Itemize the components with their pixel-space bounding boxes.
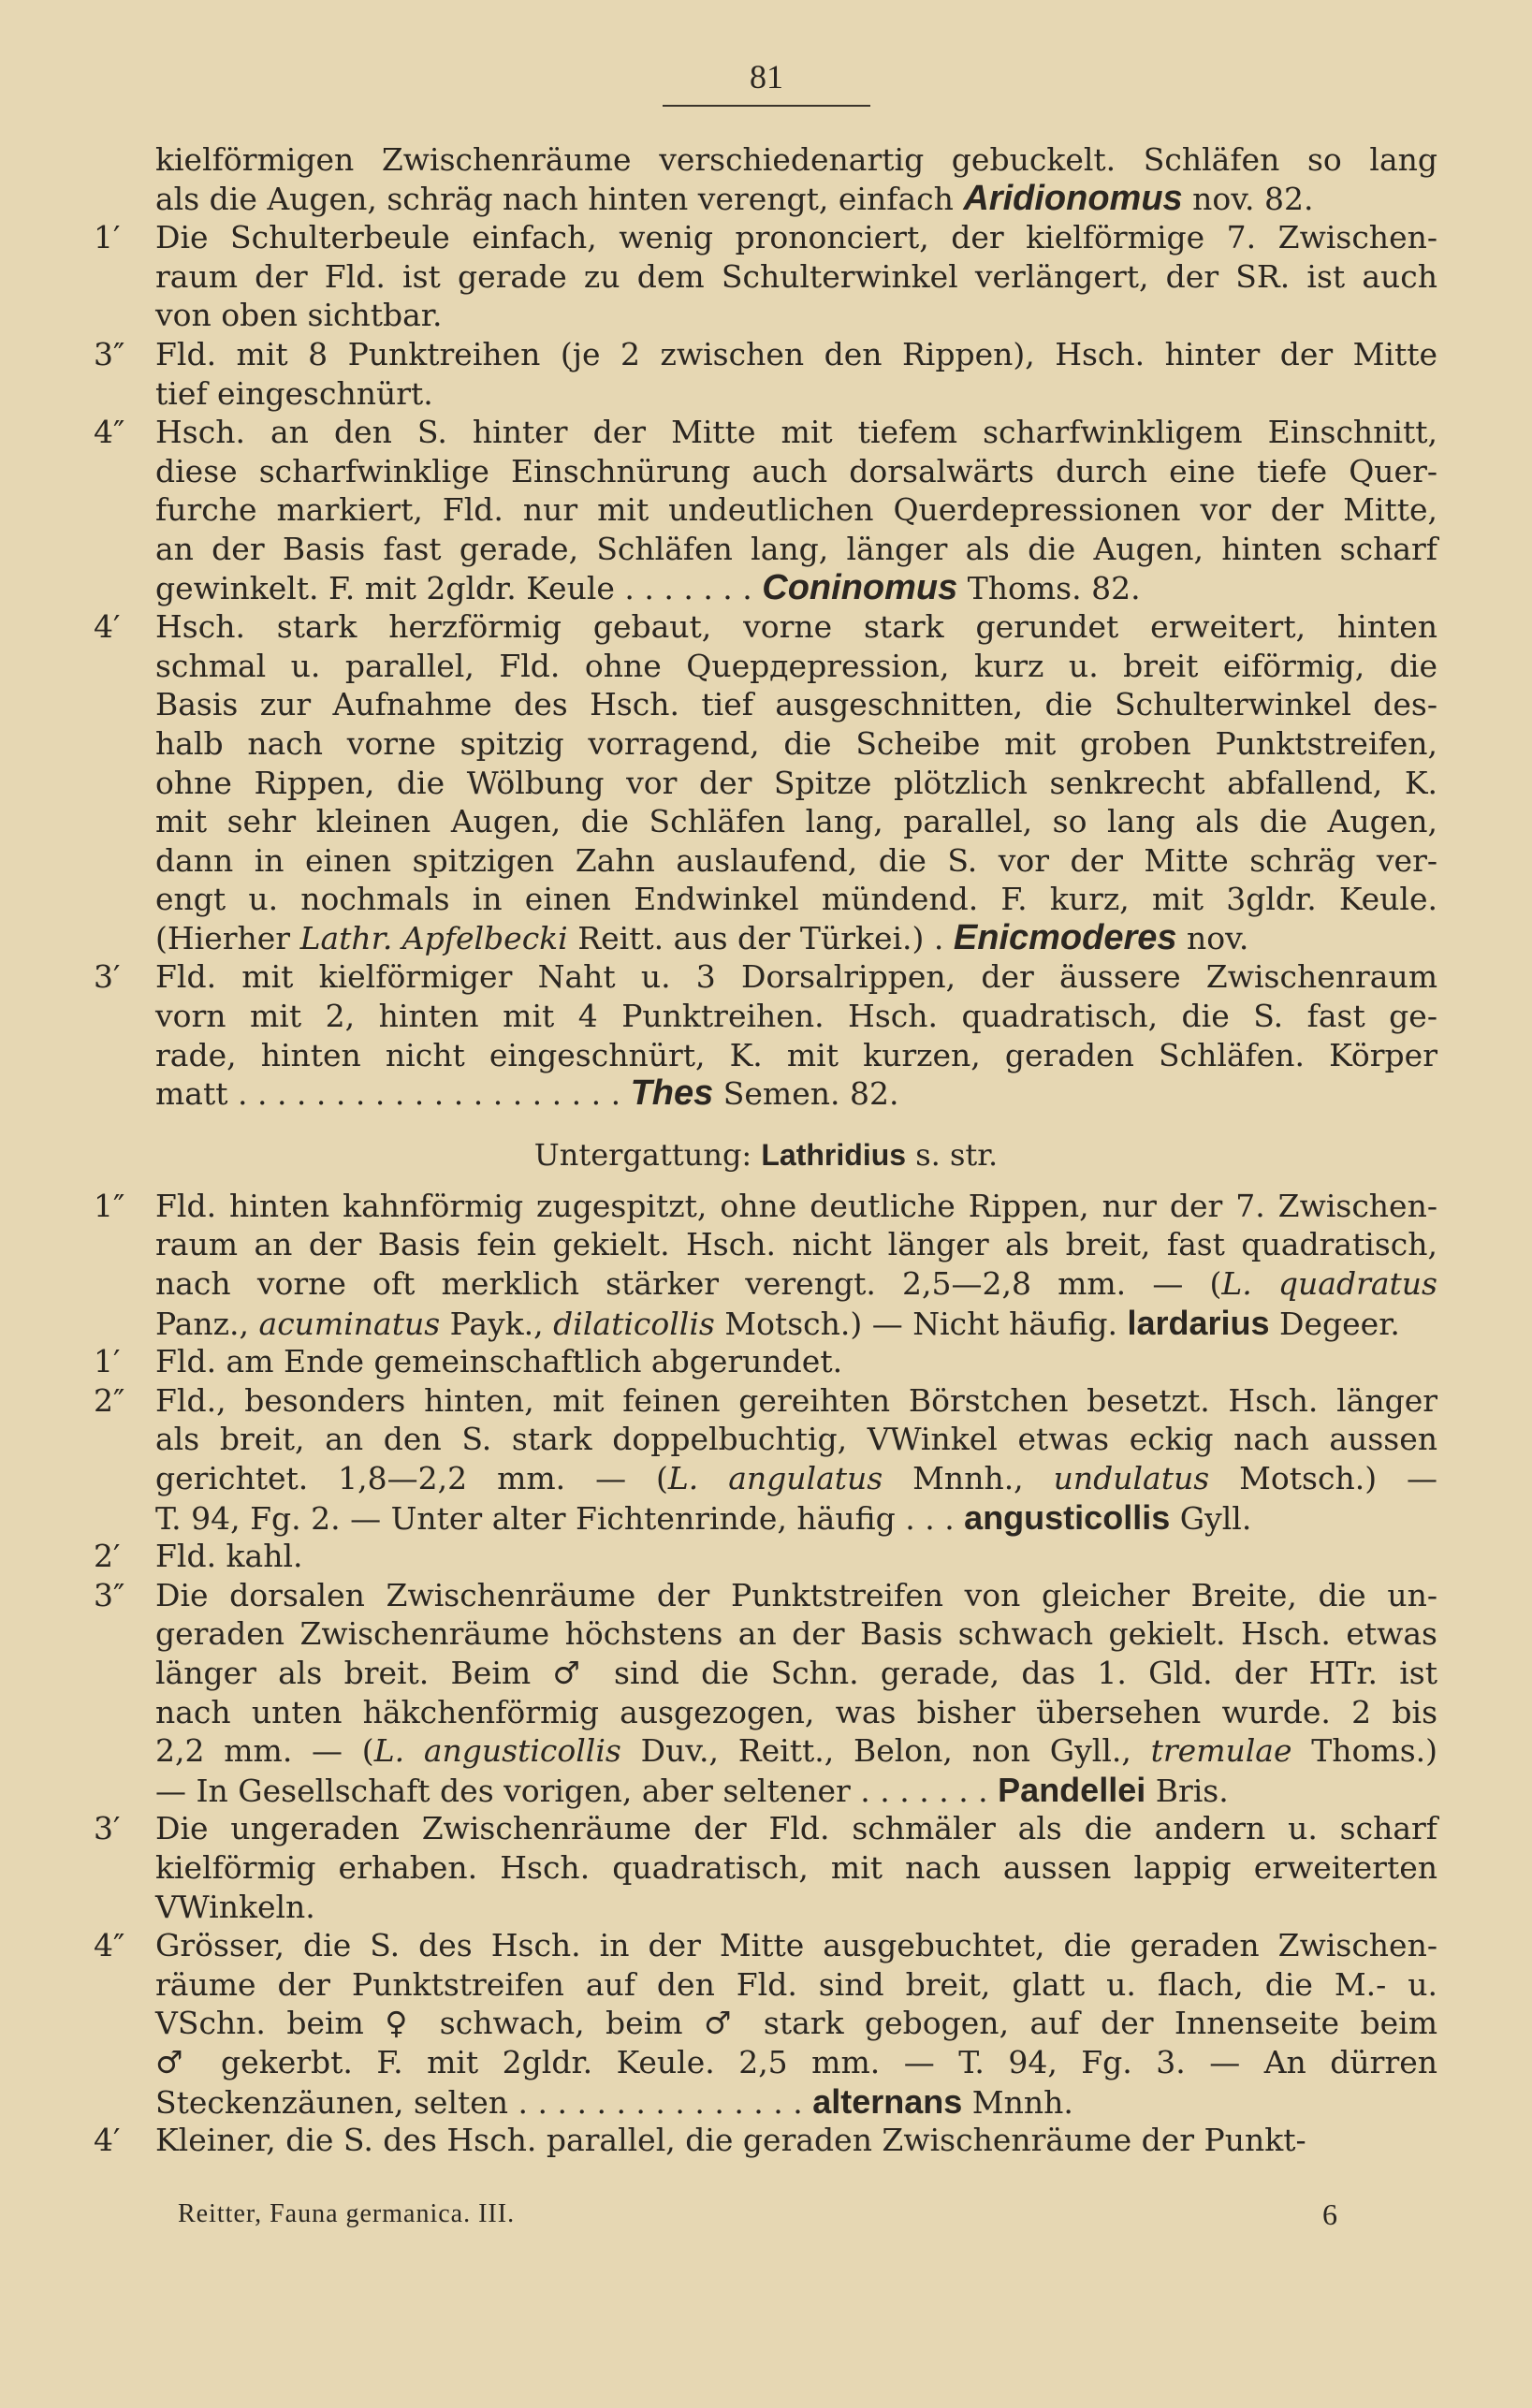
text-segment: VSchn. beim ♀ schwach, beim ♂ stark gebogen, auf der Innenseite beim: [155, 2005, 1437, 2042]
couplet-number: 1′: [94, 219, 121, 256]
text-segment: Fld. mit kielförmiger Naht u. 3 Dorsalrippen, der äussere Zwischenraum: [155, 958, 1437, 996]
couplet-number: 3′: [94, 1810, 121, 1847]
text-line: [155, 413, 1437, 452]
subgenus-prefix: Untergattung:: [533, 1136, 762, 1173]
text-segment: — In Gesellschaft des vorigen, aber seltener . . . . . . .: [155, 1772, 999, 1809]
text-line: [155, 1848, 1437, 1888]
text-segment: Die ungeraden Zwischenräume der Fld. schmäler als die andern u. scharf: [155, 1810, 1437, 1847]
text-line: [155, 1074, 1437, 1114]
text-line: [155, 1614, 1437, 1654]
text-segment: matt . . . . . . . . . . . . . . . . . . . .: [155, 1075, 631, 1113]
text-line: [155, 1225, 1437, 1264]
species-name: alternans: [812, 2081, 963, 2121]
text-segment: diese scharfwinklige Einschnürung auch dorsalwärts durch eine tiefe Quer-: [155, 452, 1437, 489]
text-segment: raum der Fld. ist gerade zu dem Schulterwinkel verlängert, der SR. ist auch: [155, 257, 1437, 295]
key-entry: [0, 2121, 1437, 2160]
text-line: [155, 1459, 1437, 1498]
text-segment: mit sehr kleinen Augen, die Schläfen lang, parallel, so lang als die Augen,: [155, 803, 1437, 840]
italic-text: undulatus: [1053, 1460, 1210, 1496]
subgenus-name: Lathridius: [761, 1137, 907, 1172]
species-name: angusticollis: [964, 1497, 1171, 1537]
text-segment: Degeer.: [1269, 1305, 1400, 1342]
text-segment: Hsch. an den S. hinter der Mitte mit tiefem scharfwinkligem Einschnitt,: [155, 414, 1437, 451]
text-segment: Fld. am Ende gemeinschaftlich abgerundet.: [155, 1343, 843, 1380]
text-segment: vorn mit 2, hinten mit 4 Punktreihen. Hsch. quadratisch, die S. fast ge-: [155, 998, 1437, 1035]
text-segment: geraden Zwischenräume höchstens an der Basis schwach gekielt. Hsch. etwas: [155, 1615, 1437, 1653]
key-entry: [0, 335, 1437, 413]
key-entry: [0, 1537, 1437, 1576]
text-segment: kielförmig erhaben. Hsch. quadratisch, mit nach aussen lappig erweiterten: [155, 1848, 1437, 1886]
text-segment: 2,2 mm. — (: [155, 1732, 374, 1770]
text-line: [155, 257, 1437, 297]
page-number-rule: [663, 105, 870, 107]
key-entry: [0, 218, 1437, 335]
text-segment: dann in einen spitzigen Zahn auslaufend, die S. vor der Mitte schräg ver-: [155, 841, 1437, 879]
text-line: [155, 1888, 1437, 1927]
key-entry: [0, 957, 1437, 1113]
text-line: [155, 1809, 1437, 1848]
text-segment: Thoms. 82.: [957, 569, 1141, 606]
text-line: [155, 1036, 1437, 1075]
text-line: [155, 764, 1437, 803]
text-segment: Fld., besonders hinten, mit feinen gereihten Börstchen besetzt. Hsch. länger: [155, 1381, 1437, 1419]
text-line: [155, 841, 1437, 881]
text-segment: Panz.,: [155, 1305, 259, 1342]
text-line: [155, 452, 1437, 491]
text-line: [155, 490, 1437, 530]
text-segment: Mnnh.,: [883, 1460, 1054, 1496]
text-segment: länger als breit. Beim ♂ sind die Schn. gerade, das 1. Gld. der HTr. ist: [155, 1654, 1437, 1691]
text-line: [155, 1304, 1437, 1343]
text-segment: gerichtet. 1,8—2,2 mm. — (: [155, 1460, 668, 1496]
text-segment: von oben sichtbar.: [155, 297, 443, 334]
text-line: [155, 607, 1437, 647]
italic-text: tremulae: [1150, 1732, 1292, 1770]
text-segment: schmal u. parallel, Fld. ohne Quердepression, kurz u. breit eiförmig, die: [155, 647, 1437, 684]
text-segment: (Hierher: [155, 919, 300, 956]
couplet-number: 3″: [94, 1576, 125, 1613]
text-line: [155, 1731, 1437, 1771]
text-line: [155, 1187, 1437, 1226]
text-line: [155, 1381, 1437, 1421]
text-segment: ohne Rippen, die Wölbung vor der Spitze plötzlich senkrecht abfallend, K.: [155, 764, 1437, 801]
text-segment: nach unten häkchenförmig ausgezogen, was bisher übersehen wurde. 2 bis: [155, 1693, 1437, 1730]
text-line: [155, 530, 1437, 569]
text-segment: furche markiert, Fld. nur mit undeutlichen Querdepressionen vor der Mitte,: [155, 491, 1437, 529]
text-segment: ♂ gekerbt. F. mit 2gldr. Keule. 2,5 mm. — T. 94, Fg. 3. — An dürren: [155, 2043, 1437, 2080]
couplet-number: 1″: [94, 1187, 125, 1224]
text-line: [155, 180, 1437, 219]
italic-text: dilaticollis: [553, 1305, 715, 1342]
subgenus-suffix: s. str.: [906, 1136, 999, 1173]
couplet-number: 4′: [94, 608, 121, 646]
text-segment: Motsch.) — Nicht häufig.: [714, 1305, 1128, 1342]
text-line: [155, 1576, 1437, 1615]
text-line: [155, 1498, 1437, 1538]
footer-source: Reitter, Fauna germanica. III.: [178, 2199, 516, 2228]
key-entry: [0, 1342, 1437, 1381]
key-entry: [0, 607, 1437, 957]
text-line: [155, 1771, 1437, 1810]
text-segment: Fld. mit 8 Punktreihen (je 2 zwischen den Rippen), Hsch. hinter der Mitte: [155, 335, 1437, 372]
text-segment: rade, hinten nicht eingeschnürt, K. mit kurzen, geraden Schläfen. Körper: [155, 1036, 1437, 1073]
text-segment: nov. 82.: [1182, 180, 1314, 217]
species-name: Pandellei: [998, 1770, 1146, 1809]
text-segment: halb nach vorne spitzig vorragend, die Scheibe mit groben Punktstreifen,: [155, 724, 1437, 762]
text-line: [155, 724, 1437, 764]
text-segment: Grösser, die S. des Hsch. in der Mitte ausgebuchtet, die geraden Zwischen-: [155, 1927, 1437, 1964]
italic-text: L. angusticollis: [373, 1732, 621, 1770]
text-segment: Duv., Reitt., Belon, non Gyll.,: [620, 1732, 1151, 1770]
text-line: [155, 997, 1437, 1036]
text-line: [155, 880, 1437, 919]
text-line: [155, 957, 1437, 997]
key-entry: [0, 1381, 1437, 1537]
text-segment: räume der Punktstreifen auf den Fld. sind breit, glatt u. flach, die M.- u.: [155, 1965, 1437, 2003]
genus-name: Aridionomus: [963, 178, 1183, 218]
text-segment: engt u. nochmals in einen Endwinkel mündend. F. kurz, mit 3gldr. Keule.: [155, 881, 1437, 918]
text-segment: Fld. kahl.: [155, 1538, 303, 1575]
page-footer: [178, 2196, 1338, 2233]
text-segment: Die Schulterbeule einfach, wenig prononciert, der kielförmige 7. Zwischen-: [155, 219, 1437, 256]
text-segment: gewinkelt. F. mit 2gldr. Keule . . . . . . .: [155, 569, 763, 606]
text-segment: T. 94, Fg. 2. — Unter alter Fichtenrinde, häufig . . .: [155, 1499, 965, 1537]
couplet-number: 2″: [94, 1381, 125, 1419]
key-entry: [0, 1187, 1437, 1342]
subgenus-heading: [0, 1134, 1532, 1175]
footer-signature: 6: [1322, 2197, 1338, 2231]
text-segment: Basis zur Aufnahme des Hsch. tief ausgeschnitten, die Schulterwinkel des-: [155, 686, 1437, 723]
text-segment: Steckenzäunen, selten . . . . . . . . . . . . . . .: [155, 2083, 813, 2121]
text-line: [155, 1537, 1437, 1576]
text-segment: Mnnh.: [962, 2083, 1073, 2121]
text-segment: Die dorsalen Zwischenräume der Punktstreifen von gleicher Breite, die un-: [155, 1576, 1437, 1613]
key-block-genera: [0, 140, 1532, 1114]
key-entry: [0, 1926, 1437, 2121]
text-segment: Fld. hinten kahnförmig zugespitzt, ohne deutliche Rippen, nur der 7. Zwischen-: [155, 1187, 1437, 1224]
text-segment: an der Basis fast gerade, Schläfen lang, länger als die Augen, hinten scharf: [155, 530, 1437, 567]
text-line: [155, 2121, 1437, 2160]
key-entry: [0, 140, 1437, 218]
text-segment: Bris.: [1145, 1772, 1229, 1809]
italic-text: L. angulatus: [667, 1460, 883, 1496]
genus-name: Coninomus: [762, 567, 958, 607]
text-segment: Reitt. aus der Türkei.) .: [567, 919, 954, 956]
text-segment: Gyll.: [1170, 1499, 1252, 1537]
text-line: [155, 218, 1437, 257]
text-line: [155, 2004, 1437, 2043]
text-line: [155, 2082, 1437, 2122]
text-segment: Payk.,: [440, 1305, 554, 1342]
text-line: [155, 1342, 1437, 1381]
key-entry: [0, 1809, 1437, 1926]
text-segment: als breit, an den S. stark doppelbuchtig, VWinkel etwas eckig nach aussen: [155, 1421, 1437, 1458]
text-line: [155, 296, 1437, 335]
text-line: [155, 1420, 1437, 1459]
text-segment: raum an der Basis fein gekielt. Hsch. nicht länger als breit, fast quadratisch,: [155, 1226, 1437, 1263]
italic-text: acuminatus: [258, 1305, 441, 1342]
genus-name: Enicmoderes: [953, 917, 1177, 957]
text-line: [155, 1693, 1437, 1732]
couplet-number: 4″: [94, 1927, 125, 1964]
key-entry: [0, 413, 1437, 607]
couplet-number: 4″: [94, 414, 125, 451]
text-line: [155, 1965, 1437, 2005]
text-segment: Semen. 82.: [713, 1075, 899, 1113]
couplet-number: 3″: [94, 335, 125, 372]
text-line: [155, 2043, 1437, 2082]
text-line: [155, 569, 1437, 608]
text-line: [155, 140, 1437, 180]
text-line: [155, 335, 1437, 374]
text-line: [155, 919, 1437, 958]
text-segment: nov.: [1176, 919, 1249, 956]
text-segment: kielförmigen Zwischenräume verschiedenartig gebuckelt. Schläfen so lang: [155, 141, 1437, 178]
text-segment: Hsch. stark herzförmig gebaut, vorne stark gerundet erweitert, hinten: [155, 608, 1437, 646]
couplet-number: 3′: [94, 958, 121, 996]
text-line: [155, 685, 1437, 724]
text-segment: als die Augen, schräg nach hinten verengt, einfach: [155, 180, 964, 217]
text-segment: Motsch.) —: [1209, 1460, 1437, 1496]
text-segment: VWinkeln.: [155, 1888, 315, 1925]
couplet-number: 2′: [94, 1538, 121, 1575]
text-segment: Thoms.): [1291, 1732, 1437, 1770]
text-line: [155, 802, 1437, 841]
text-segment: Kleiner, die S. des Hsch. parallel, die geraden Zwischenräume der Punkt-: [155, 2122, 1306, 2159]
text-line: [155, 647, 1437, 686]
italic-text: L. quadratus: [1221, 1265, 1437, 1303]
text-line: [155, 374, 1437, 414]
text-segment: tief eingeschnürt.: [155, 374, 433, 412]
text-line: [155, 1264, 1437, 1304]
species-name: lardarius: [1127, 1303, 1270, 1342]
text-line: [155, 1926, 1437, 1965]
page-number: 81: [750, 58, 783, 95]
italic-text: Lathr. Apfelbecki: [299, 919, 568, 956]
couplet-number: 1′: [94, 1343, 121, 1380]
text-line: [155, 1654, 1437, 1693]
genus-name: Thes: [630, 1073, 714, 1114]
key-entry: [0, 1576, 1437, 1810]
key-text: [0, 140, 1532, 2160]
key-block-species: [0, 1187, 1532, 2160]
text-segment: nach vorne oft merklich stärker verengt. 2,5—2,8 mm. — (: [155, 1265, 1222, 1303]
couplet-number: 4′: [94, 2122, 121, 2159]
